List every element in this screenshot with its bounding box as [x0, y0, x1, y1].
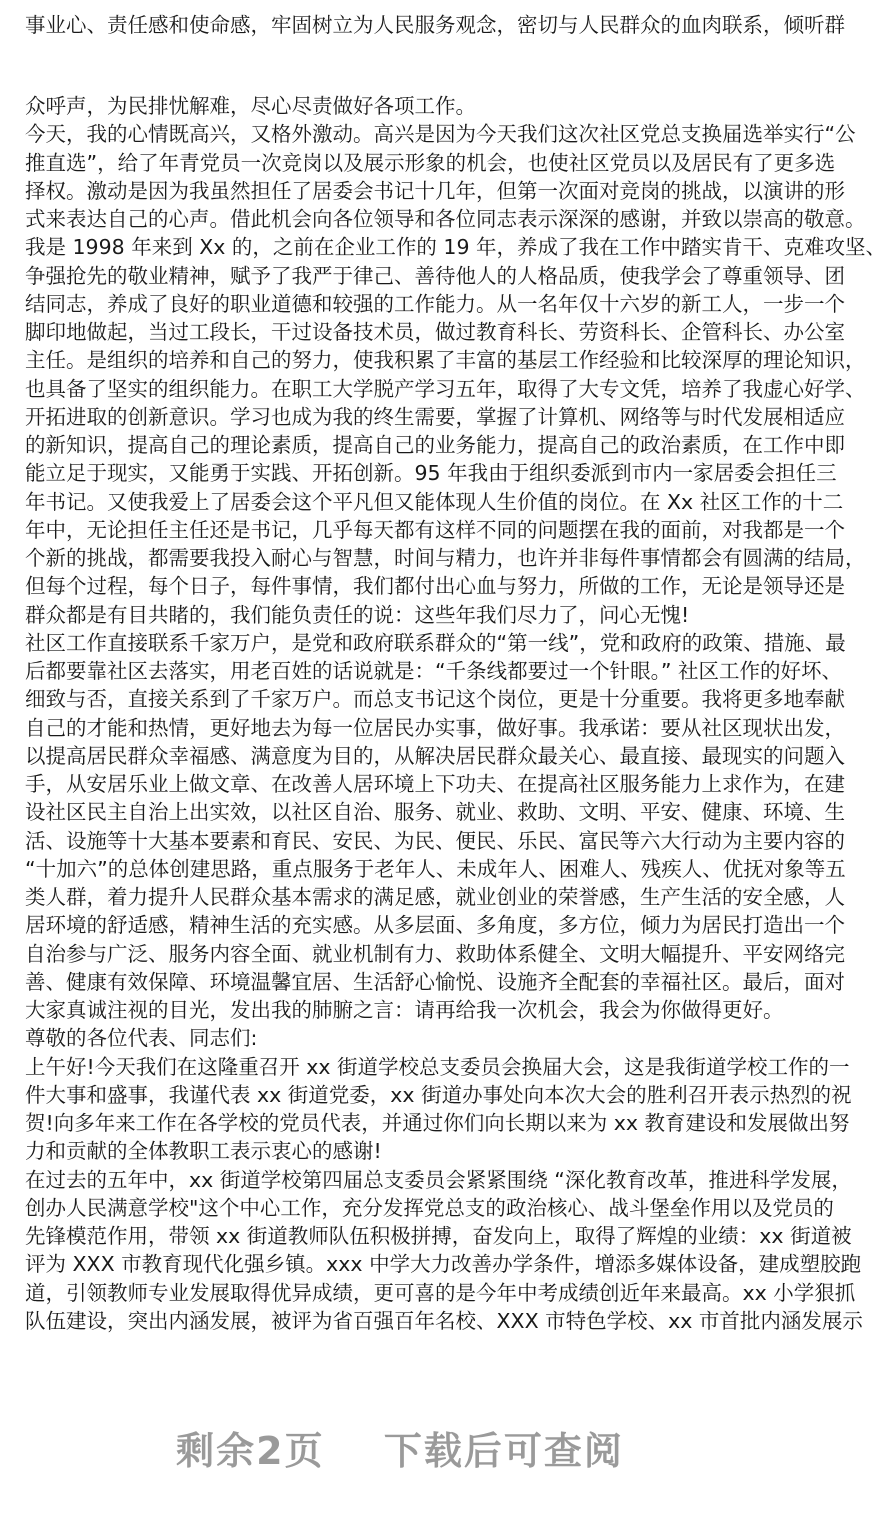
text-line: 事业心、责任感和使命感，牢固树立为人民服务观念，密切与人民群众的血肉联系，倾听群 — [25, 13, 845, 37]
download-prompt[interactable] — [0, 1420, 800, 1475]
text-line: 在过去的五年中，xx 街道学校第四届总支委员会紧紧围绕 “深化教育改革，推进科学发展， — [25, 1167, 852, 1192]
text-line: 手，从安居乐业上做文章、在改善人居环境上下功夫、在提高社区服务能力上求作为，在建 — [25, 772, 845, 796]
text-line: 结同志，养成了良好的职业道德和较强的工作能力。从一名年仅十六岁的新工人，一步一个 — [25, 291, 845, 316]
document-top-fragment — [25, 11, 845, 39]
text-line: “十加六”的总体创建思路，重点服务于老年人、未成年人、困难人、残疾人、优抚对象等五 — [25, 856, 846, 881]
paragraph — [25, 92, 775, 120]
text-line: 争强抢先的敬业精神，赋予了我严于律己、善待他人的人格品质，使我学会了尊重领导、团 — [25, 263, 845, 288]
text-line: 创办人民满意学校"这个中心工作，充分发挥党总支的政治核心、战斗堡垒作用以及党员的 — [25, 1195, 834, 1220]
paragraph — [25, 629, 846, 1025]
paragraph — [25, 120, 866, 233]
paragraph — [25, 1166, 863, 1336]
text-line: 今天，我的心情既高兴，又格外激动。高兴是因为今天我们这次社区党总支换届选举实行“公 — [25, 122, 856, 147]
text-line: 类人群，着力提升人民群众基本需求的满足感，就业创业的荣誉感，生产生活的安全感，人 — [25, 885, 845, 909]
text-line: 力和贡献的全体教职工表示衷心的感谢! — [25, 1139, 382, 1164]
text-line: 脚印地做起，当过工段长，干过设备技术员，做过教育科长、劳资科长、企管科长、办公室 — [25, 320, 845, 344]
text-line: 自己的才能和热情，更好地去为每一位居民办实事，做好事。我承诺：要从社区现状出发， — [25, 715, 845, 740]
text-line: 后都要靠社区去落实，用老百姓的话说就是：“千条线都要过一个针眼。” 社区工作的好坏、 — [25, 659, 843, 683]
text-line: 细致与否，直接关系到了千家万户。而总支书记这个岗位，更是十分重要。我将更多地奉献 — [25, 687, 845, 712]
text-line: 主任。是组织的培养和自己的努力，使我积累了丰富的基层工作经验和比较深厚的理论知识， — [25, 348, 866, 373]
text-line: 也具备了坚实的组织能力。在职工大学脱产学习五年，取得了大专文凭，培养了我虚心好学、 — [25, 376, 866, 401]
text-line: 群众都是有目共睹的，我们能负责任的说：这些年我们尽力了，问心无愧! — [25, 602, 690, 627]
text-line: 件大事和盛事，我谨代表 xx 街道党委，xx 街道办事处向本次大会的胜利召开表示热烈的祝 — [25, 1082, 852, 1107]
text-line: 开拓进取的创新意识。学习也成为我的终生需要，掌握了计算机、网络等与时代发展相适应 — [25, 404, 845, 429]
text-line: 能立足于现实，又能勇于实践、开拓创新。95 年我由于组织委派到市内一家居委会担任三 — [25, 461, 837, 486]
download-to-view-label[interactable]: 下载后可查阅 — [383, 1429, 624, 1473]
text-line: 居环境的舒适感，精神生活的充实感。从多层面、多角度，多方位，倾力为居民打造出一个 — [25, 913, 845, 938]
text-line: 贺!向多年来工作在各学校的党员代表，并通过你们向长期以来为 xx 教育建设和发展做出努 — [25, 1111, 850, 1135]
paragraph — [25, 1024, 775, 1052]
document-body — [25, 92, 886, 1335]
text-line: 道，引领教师专业发展取得优异成绩，更可喜的是今年中考成绩创近年来最高。xx 小学狠抓 — [25, 1280, 856, 1305]
text-line: 但每个过程，每个日子，每件事情，我们都付出心血与努力，所做的工作，无论是领导还是 — [25, 574, 845, 599]
text-line: 择权。激动是因为我虽然担任了居委会书记十几年，但第一次面对竞岗的挑战，以演讲的形 — [25, 178, 845, 203]
text-line: 自治参与广泛、服务内容全面、就业机制有力、救助体系健全、文明大幅提升、平安网络完 — [25, 941, 845, 966]
paragraph — [25, 1053, 852, 1166]
text-line: 活、设施等十大基本要素和育民、安民、为民、便民、乐民、富民等六大行动为主要内容的 — [25, 828, 845, 853]
text-line: 推直选”，给了年青党员一次竞岗以及展示形象的机会，也使社区党员以及居民有了更多选 — [25, 150, 836, 175]
text-line: 队伍建设，突出内涵发展，被评为省百强百年名校、XXX 市特色学校、xx 市首批内涵发展示 — [25, 1308, 863, 1333]
text-line: 的新知识，提高自己的理论素质，提高自己的业务能力，提高自己的政治素质，在工作中即 — [25, 433, 845, 457]
text-line: 大家真诚注视的目光，发出我的肺腑之言：请再给我一次机会，我会为你做得更好。 — [25, 998, 784, 1022]
text-line: 式来表达自己的心声。借此机会向各位领导和各位同志表示深深的感谢，并致以崇高的敬意。 — [25, 207, 866, 231]
text-line: 设社区民主自治上出实效，以社区自治、服务、就业、救助、文明、平安、健康、环境、生 — [25, 800, 845, 825]
text-line: 我是 1998 年来到 Xx 的，之前在企业工作的 19 年，养成了我在工作中踏实肯干、克难攻坚、 — [25, 235, 886, 260]
text-line: 先锋模范作用，带领 xx 街道教师队伍积极拼搏，奋发向上，取得了辉煌的业绩：xx 街道被 — [25, 1224, 852, 1248]
paragraph — [25, 11, 845, 39]
paragraph — [25, 233, 886, 629]
text-line: 以提高居民群众幸福感、满意度为目的，从解决居民群众最关心、最直接、最现实的问题入 — [25, 743, 845, 768]
text-line: 上午好!今天我们在这隆重召开 xx 街道学校总支委员会换届大会，这是我街道学校工作的一 — [25, 1054, 850, 1079]
text-line: 评为 XXX 市教育现代化强乡镇。xxx 中学大力改善办学条件，增添多媒体设备，建成塑胶跑 — [25, 1252, 862, 1277]
text-line: 年中，无论担任主任还是书记，几乎每天都有这样不同的问题摆在我的面前，对我都是一个 — [25, 517, 845, 542]
text-line: 社区工作直接联系千家万户，是党和政府联系群众的“第一线”，党和政府的政策、措施、最 — [25, 630, 846, 655]
text-line: 众呼声，为民排忧解难，尽心尽责做好各项工作。 — [25, 94, 476, 118]
text-line: 尊敬的各位代表、同志们: — [25, 1026, 258, 1051]
remaining-pages-label: 剩余2页 — [176, 1429, 325, 1473]
text-line: 善、健康有效保障、环境温馨宜居、生活舒心愉悦、设施齐全配套的幸福社区。最后，面对 — [25, 969, 845, 994]
text-line: 年书记。又使我爱上了居委会这个平凡但又能体现人生价值的岗位。在 Xx 社区工作的十二 — [25, 489, 844, 514]
text-line: 个新的挑战，都需要我投入耐心与智慧，时间与精力，也许并非每件事情都会有圆满的结局， — [25, 546, 866, 570]
